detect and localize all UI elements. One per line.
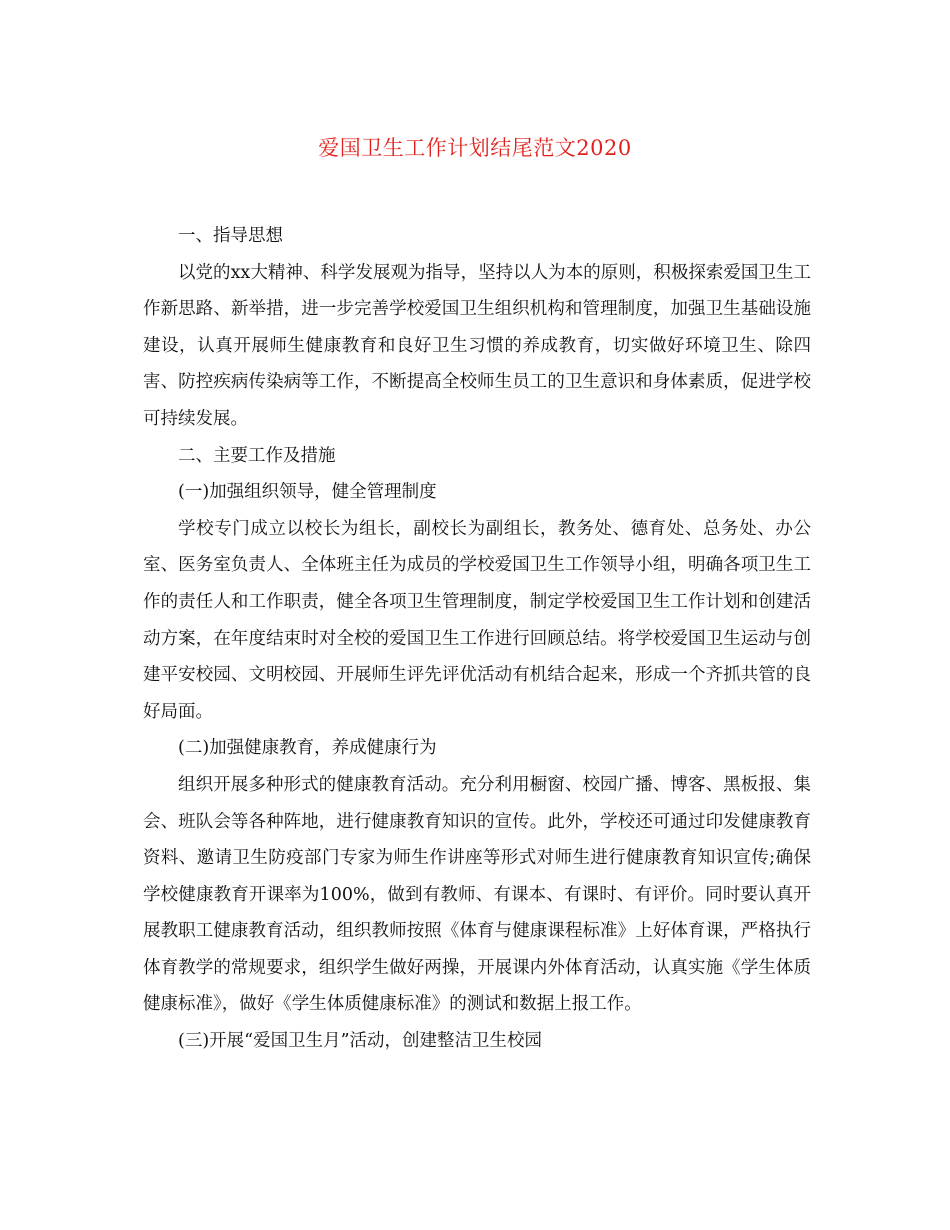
subsection-heading-1: (一)加强组织领导，健全管理制度 xyxy=(178,482,437,503)
section-heading-2: 二、主要工作及措施 xyxy=(178,445,336,466)
paragraph-organization: 学校专门成立以校长为组长，副校长为副组长，教务处、德育处、总务处、办公室、医务室负责人、全体班主任为成员的学校爱国卫生工作领导小组，明确各项卫生工作的责任人和工作职责，健全各项卫生管理制度，制定学校爱国卫生工作计划和创建活动方案，在年度结束时对全校的爱国卫生工作进行回顾总结。将学校爱国卫生运动与创建平安校园、文明校园、开展师生评先评优活动有机结合起来，形成一个齐抓共管的良好局面。 xyxy=(143,518,811,722)
subsection-heading-3: (三)开展“爱国卫生月”活动，创建整洁卫生校园 xyxy=(178,1031,543,1052)
document-body xyxy=(143,218,811,1060)
paragraph-guiding-ideology: 以党的xx大精神、科学发展观为指导，坚持以人为本的原则，积极探索爱国卫生工作新思路、新举措，进一步完善学校爱国卫生组织机构和管理制度，加强卫生基础设施建设，认真开展师生健康教育和良好卫生习惯的养成教育，切实做好环境卫生、除四害、防控疾病传染病等工作，不断提高全校师生员工的卫生意识和身体素质，促进学校可持续发展。 xyxy=(143,262,811,429)
section-heading-1: 一、指导思想 xyxy=(178,226,283,246)
paragraph-health-education: 组织开展多种形式的健康教育活动。充分利用橱窗、校园广播、博客、黑板报、集会、班队会等各种阵地，进行健康教育知识的宣传。此外，学校还可通过印发健康教育资料、邀请卫生防疫部门专家为师生作讲座等形式对师生进行健康教育知识宣传;确保学校健康教育开课率为100%，做到有教师、有课本、有课时、有评价。同时要认真开展教职工健康教育活动，组织教师按照《体育与健康课程标准》上好体育课，严格执行体育教学的常规要求，组织学生做好两操，开展课内外体育活动，认真实施《学生体质健康标准》，做好《学生体质健康标准》的测试和数据上报工作。 xyxy=(143,774,811,1015)
document-title: 爱国卫生工作计划结尾范文2020 xyxy=(318,136,632,160)
subsection-heading-2: (二)加强健康教育，养成健康行为 xyxy=(178,738,437,759)
